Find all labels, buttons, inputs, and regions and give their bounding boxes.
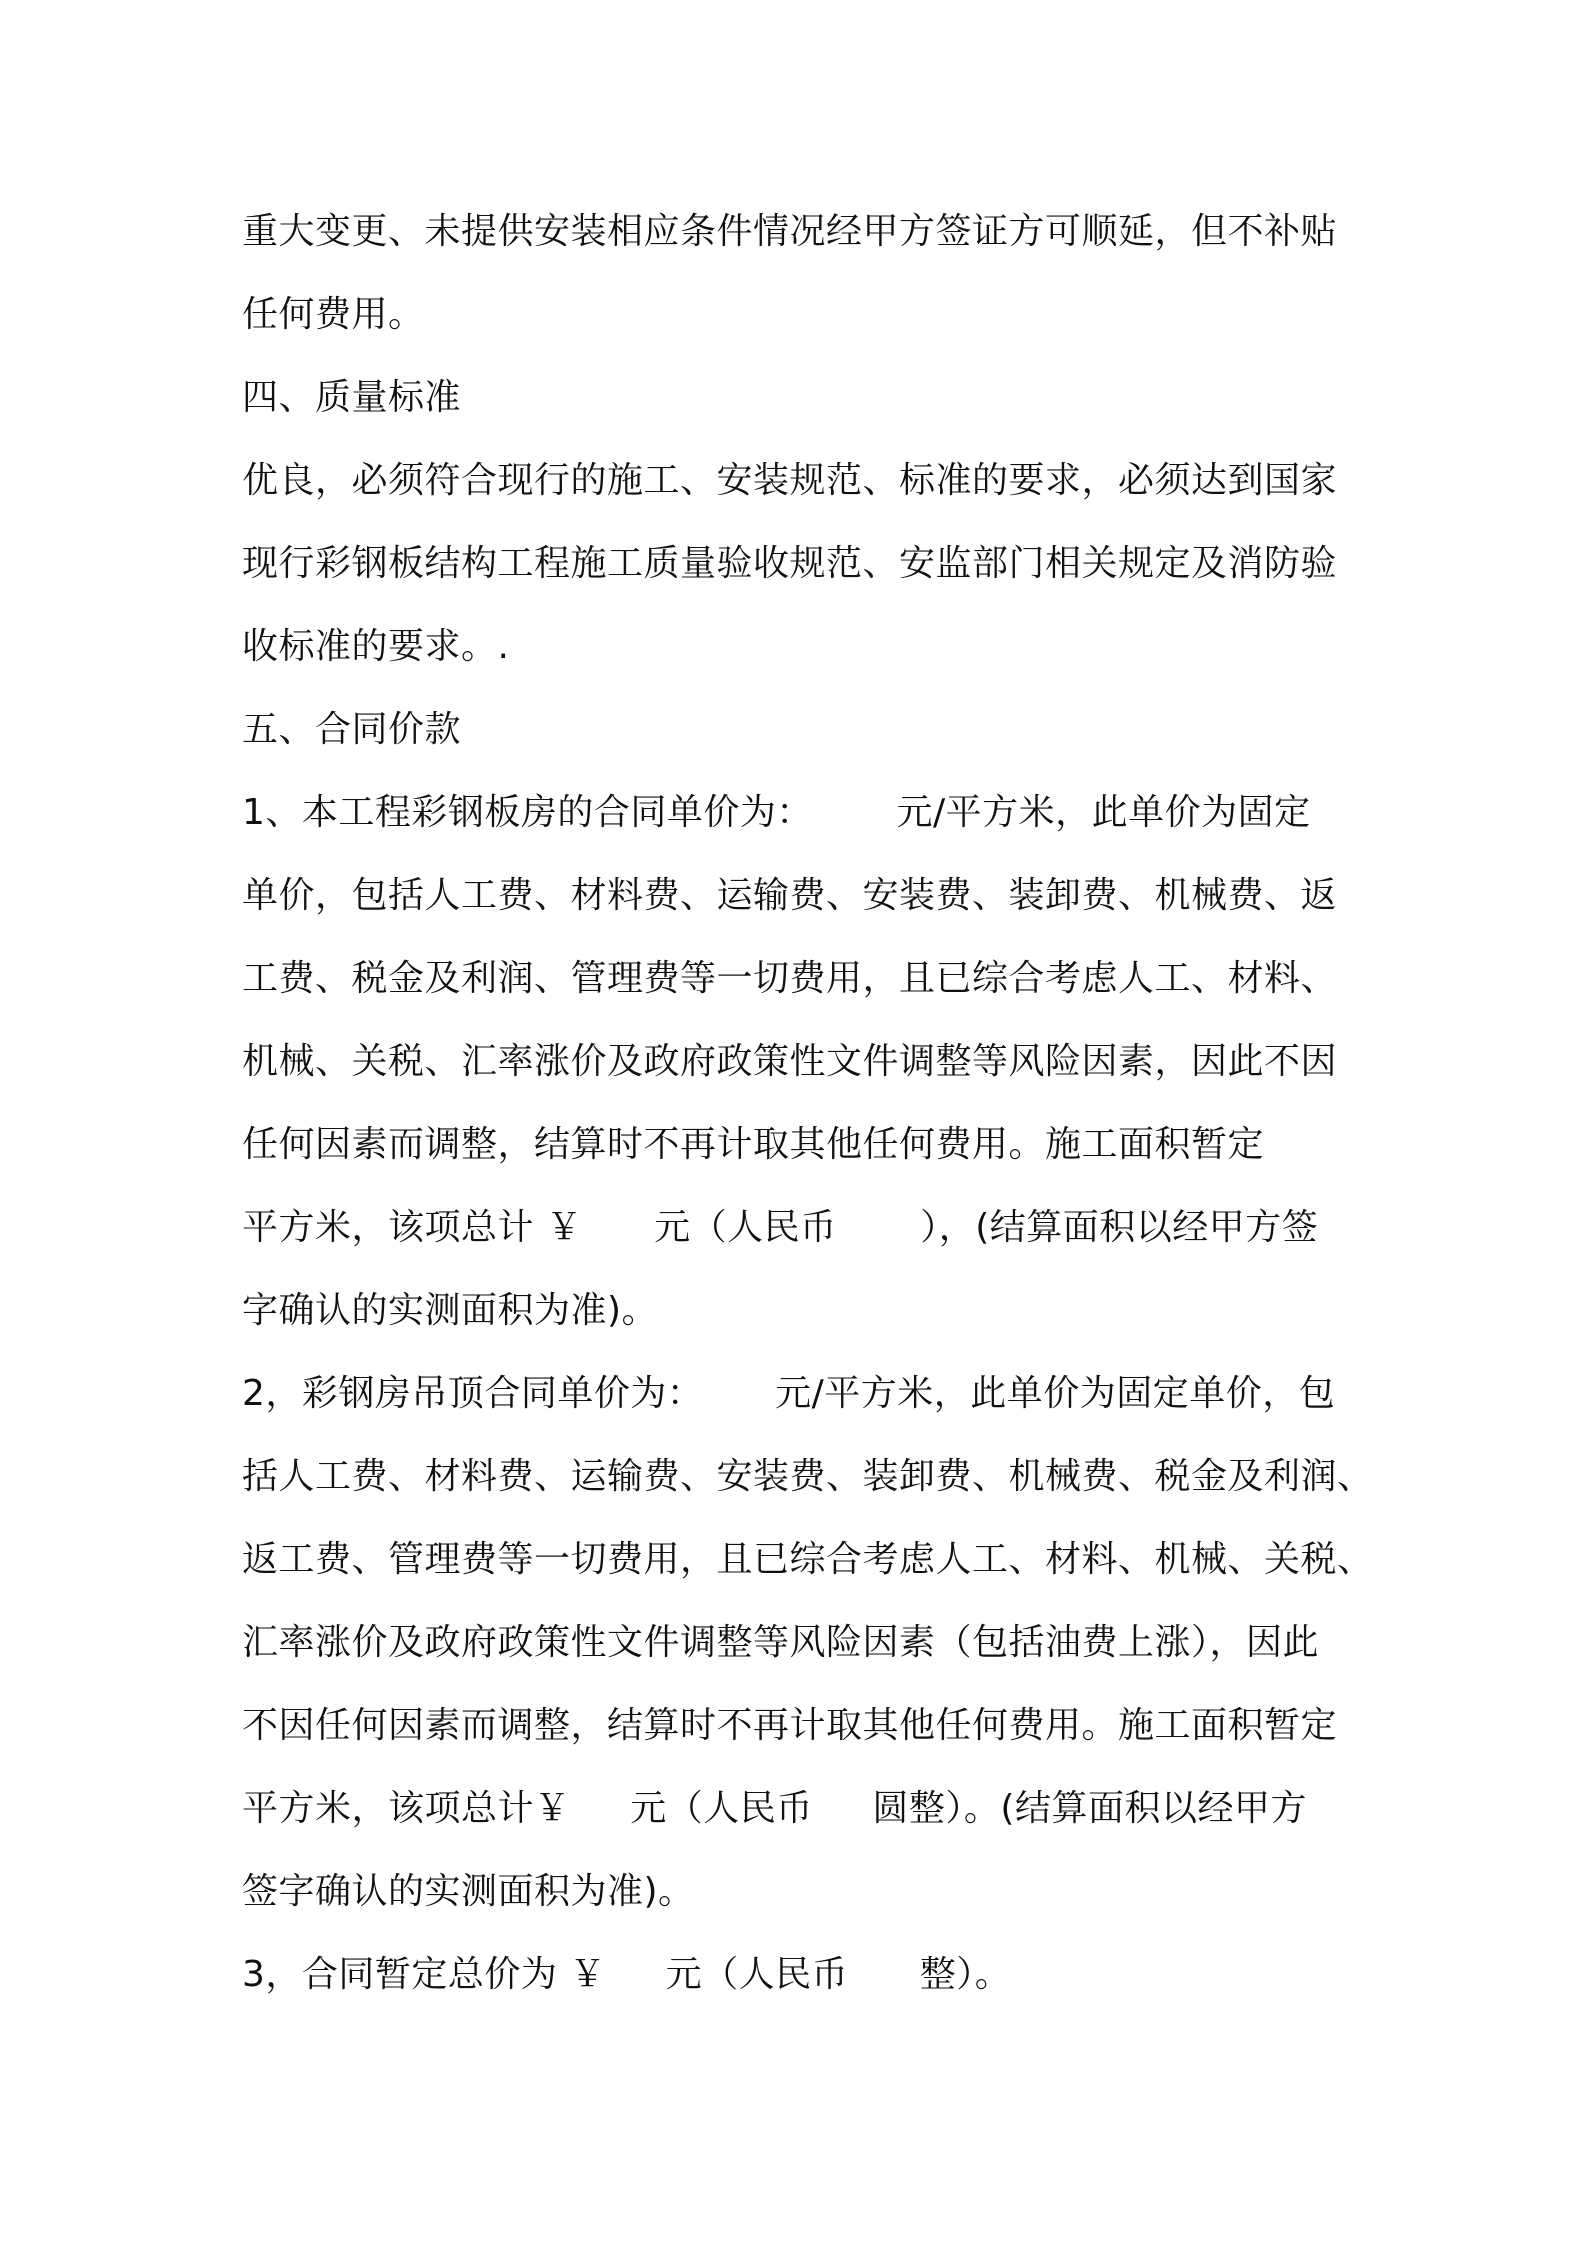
text-line: 字确认的实测面积为准)。 (242, 1290, 659, 1331)
text-line: 3，合同暂定总价为 ￥ 元（人民币 整）。 (242, 1954, 1012, 1995)
text-line: 平方米，该项总计 ￥ 元（人民币 ），(结算面积以经甲方签 (242, 1207, 1319, 1248)
section-heading: 五、合同价款 (242, 709, 462, 750)
text-line: 现行彩钢板结构工程施工质量验收规范、安监部门相关规定及消防验 (242, 543, 1338, 584)
text-line: 机械、关税、汇率涨价及政府政策性文件调整等风险因素，因此不因 (242, 1041, 1338, 1082)
text-line: 返工费、管理费等一切费用，且已综合考虑人工、材料、机械、关税、 (242, 1539, 1374, 1580)
text-line: 单价，包括人工费、材料费、运输费、安装费、装卸费、机械费、返 (242, 875, 1338, 916)
text-line: 工费、税金及利润、管理费等一切费用，且已综合考虑人工、材料、 (242, 958, 1338, 999)
text-line: 汇率涨价及政府政策性文件调整等风险因素（包括油费上涨），因此 (242, 1622, 1320, 1663)
text-line: 不因任何因素而调整，结算时不再计取其他任何费用。施工面积暂定 (242, 1705, 1338, 1746)
text-line: 任何因素而调整，结算时不再计取其他任何费用。施工面积暂定 (242, 1124, 1265, 1165)
text-line: 平方米，该项总计￥ 元（人民币 圆整）。(结算面积以经甲方 (242, 1788, 1307, 1829)
text-line: 括人工费、材料费、运输费、安装费、装卸费、机械费、税金及利润、 (242, 1456, 1374, 1497)
text-line: 收标准的要求。. (242, 626, 510, 667)
text-line: 优良，必须符合现行的施工、安装规范、标准的要求，必须达到国家 (242, 460, 1338, 501)
text-line: 任何费用。 (242, 294, 425, 335)
text-line: 2，彩钢房吊顶合同单价为： 元/平方米，此单价为固定单价，包 (242, 1373, 1336, 1414)
text-line: 签字确认的实测面积为准)。 (242, 1871, 695, 1912)
text-line: 1、本工程彩钢板房的合同单价为： 元/平方米，此单价为固定 (242, 792, 1311, 833)
text-line: 重大变更、未提供安装相应条件情况经甲方签证方可顺延，但不补贴 (242, 211, 1338, 252)
section-heading: 四、质量标准 (242, 377, 462, 418)
